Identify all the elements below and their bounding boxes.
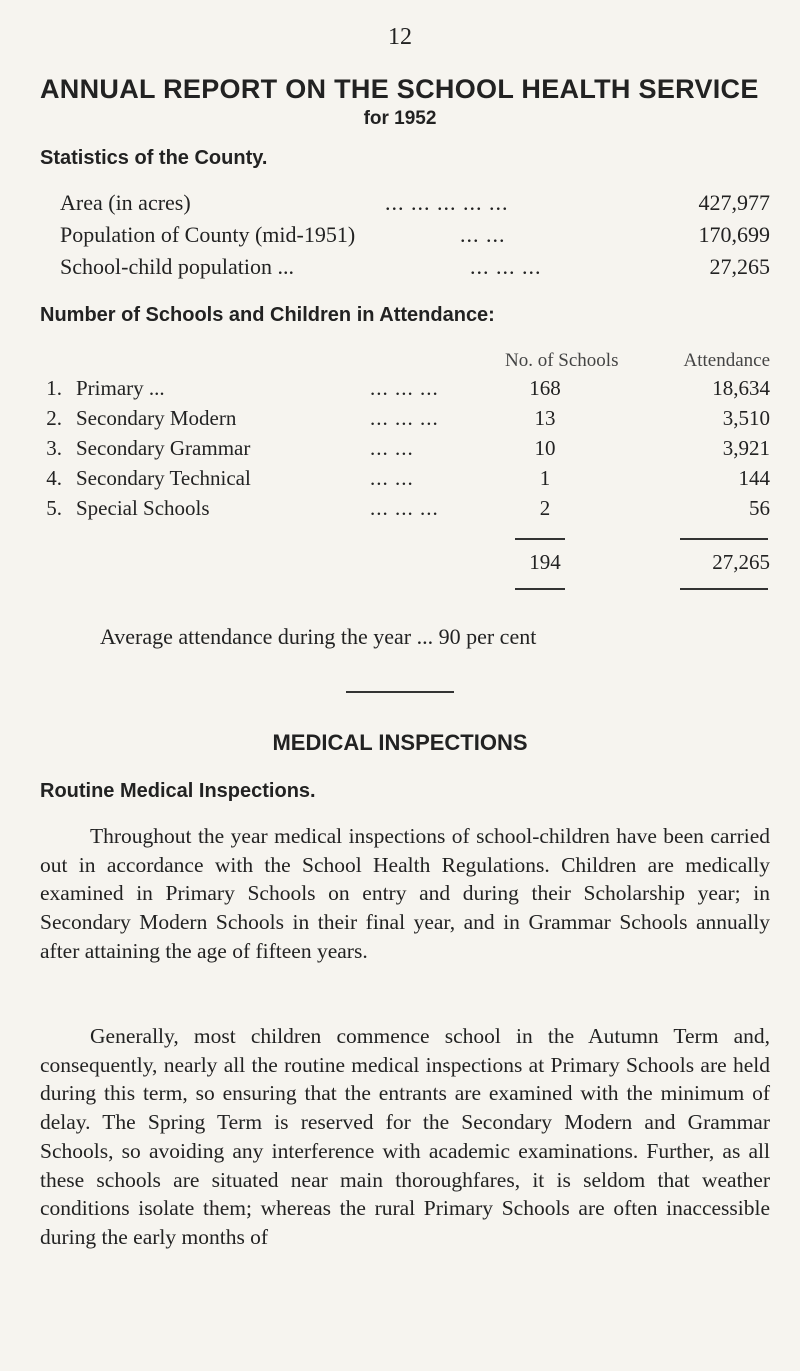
- report-title: ANNUAL REPORT ON THE SCHOOL HEALTH SERVICE: [40, 74, 759, 104]
- attendance-count: 144: [738, 466, 770, 490]
- school-type: Special Schools: [76, 496, 210, 520]
- leader-dots: ... ... ...: [470, 254, 542, 279]
- table-row: [40, 466, 770, 496]
- table-row: [40, 436, 770, 466]
- table-total-row: [40, 550, 770, 580]
- stat-row: [60, 222, 770, 252]
- total-attendance: 27,265: [712, 550, 770, 574]
- paragraph: Generally, most children commence school in the Autumn Term and, consequently, nearly all the routine medical inspections at Primary Schools are held during this term, so ensuring that the entrants are examined with the minimum of delay. The Spring Term is reserved for the Secondary Modern and Grammar Schools, so avoiding any interference with academic examinations. Further, as all these schools are situated near main thoroughfares, it is seldom that weather conditions isolate them; whereas the rural Primary Schools are often inaccessible during the early months of: [40, 1024, 770, 1249]
- paragraph: Throughout the year medical inspections of school-children have been carried out in accordance with the School Health Regulations. Children are medically examined in Primary Schools on entry and during their Scholarship year; in Secondary Modern Schools in their final year, and in Grammar Schools annually after attaining the age of fifteen years.: [40, 824, 770, 963]
- subsection-heading: Routine Medical Inspections.: [40, 780, 316, 802]
- school-count: 2: [539, 496, 551, 520]
- table-row: [40, 376, 770, 406]
- leader-dots: ... ... ...: [370, 376, 439, 400]
- stat-value: 27,265: [709, 254, 770, 279]
- school-count: 1: [539, 466, 551, 490]
- row-number: 3.: [46, 436, 62, 460]
- column-header-schools: No. of Schools: [505, 350, 619, 371]
- total-schools: 194: [529, 550, 561, 574]
- total-rule-attendance: [680, 538, 768, 540]
- leader-dots: ... ... ...: [370, 406, 439, 430]
- leader-dots: ... ...: [370, 436, 414, 460]
- stat-row: [60, 254, 770, 284]
- total-underline-schools: [515, 588, 565, 590]
- school-type: Primary ...: [76, 376, 165, 400]
- stat-value: 427,977: [698, 190, 770, 215]
- section-divider: [346, 691, 454, 693]
- school-type: Secondary Grammar: [76, 436, 251, 460]
- county-statistics-heading: Statistics of the County.: [40, 147, 268, 169]
- total-underline-attendance: [680, 588, 768, 590]
- schools-attendance-heading: Number of Schools and Children in Attendance:: [40, 304, 495, 326]
- leader-dots: ... ...: [370, 466, 414, 490]
- column-header-attendance: Attendance: [683, 350, 770, 371]
- stat-label: Area (in acres): [60, 190, 191, 215]
- school-count: 13: [534, 406, 556, 430]
- attendance-count: 56: [749, 496, 770, 520]
- row-number: 2.: [46, 406, 62, 430]
- total-rule-schools: [515, 538, 565, 540]
- stat-value: 170,699: [698, 222, 770, 247]
- attendance-count: 3,510: [722, 406, 770, 430]
- stat-label: Population of County (mid-1951): [60, 222, 356, 247]
- row-number: 4.: [46, 466, 62, 490]
- leader-dots: ... ... ... ... ...: [385, 190, 509, 215]
- leader-dots: ... ...: [460, 222, 506, 247]
- stat-label: School-child population ...: [60, 254, 295, 279]
- school-type: Secondary Modern: [76, 406, 237, 430]
- average-attendance: Average attendance during the year ... 90 per cent: [100, 624, 537, 649]
- body-text: [40, 822, 770, 966]
- row-number: 5.: [46, 496, 62, 520]
- table-row: [40, 406, 770, 436]
- leader-dots: ... ... ...: [370, 496, 439, 520]
- attendance-count: 18,634: [712, 376, 770, 400]
- attendance-count: 3,921: [722, 436, 770, 460]
- report-subtitle: for 1952: [363, 108, 437, 129]
- body-text: [40, 1022, 770, 1252]
- row-number: 1.: [46, 376, 62, 400]
- page-number: 12: [388, 24, 412, 50]
- section-heading: MEDICAL INSPECTIONS: [272, 730, 528, 755]
- school-count: 168: [529, 376, 561, 400]
- table-row: [40, 496, 770, 526]
- stat-row: [60, 190, 770, 220]
- school-type: Secondary Technical: [76, 466, 251, 490]
- school-count: 10: [534, 436, 556, 460]
